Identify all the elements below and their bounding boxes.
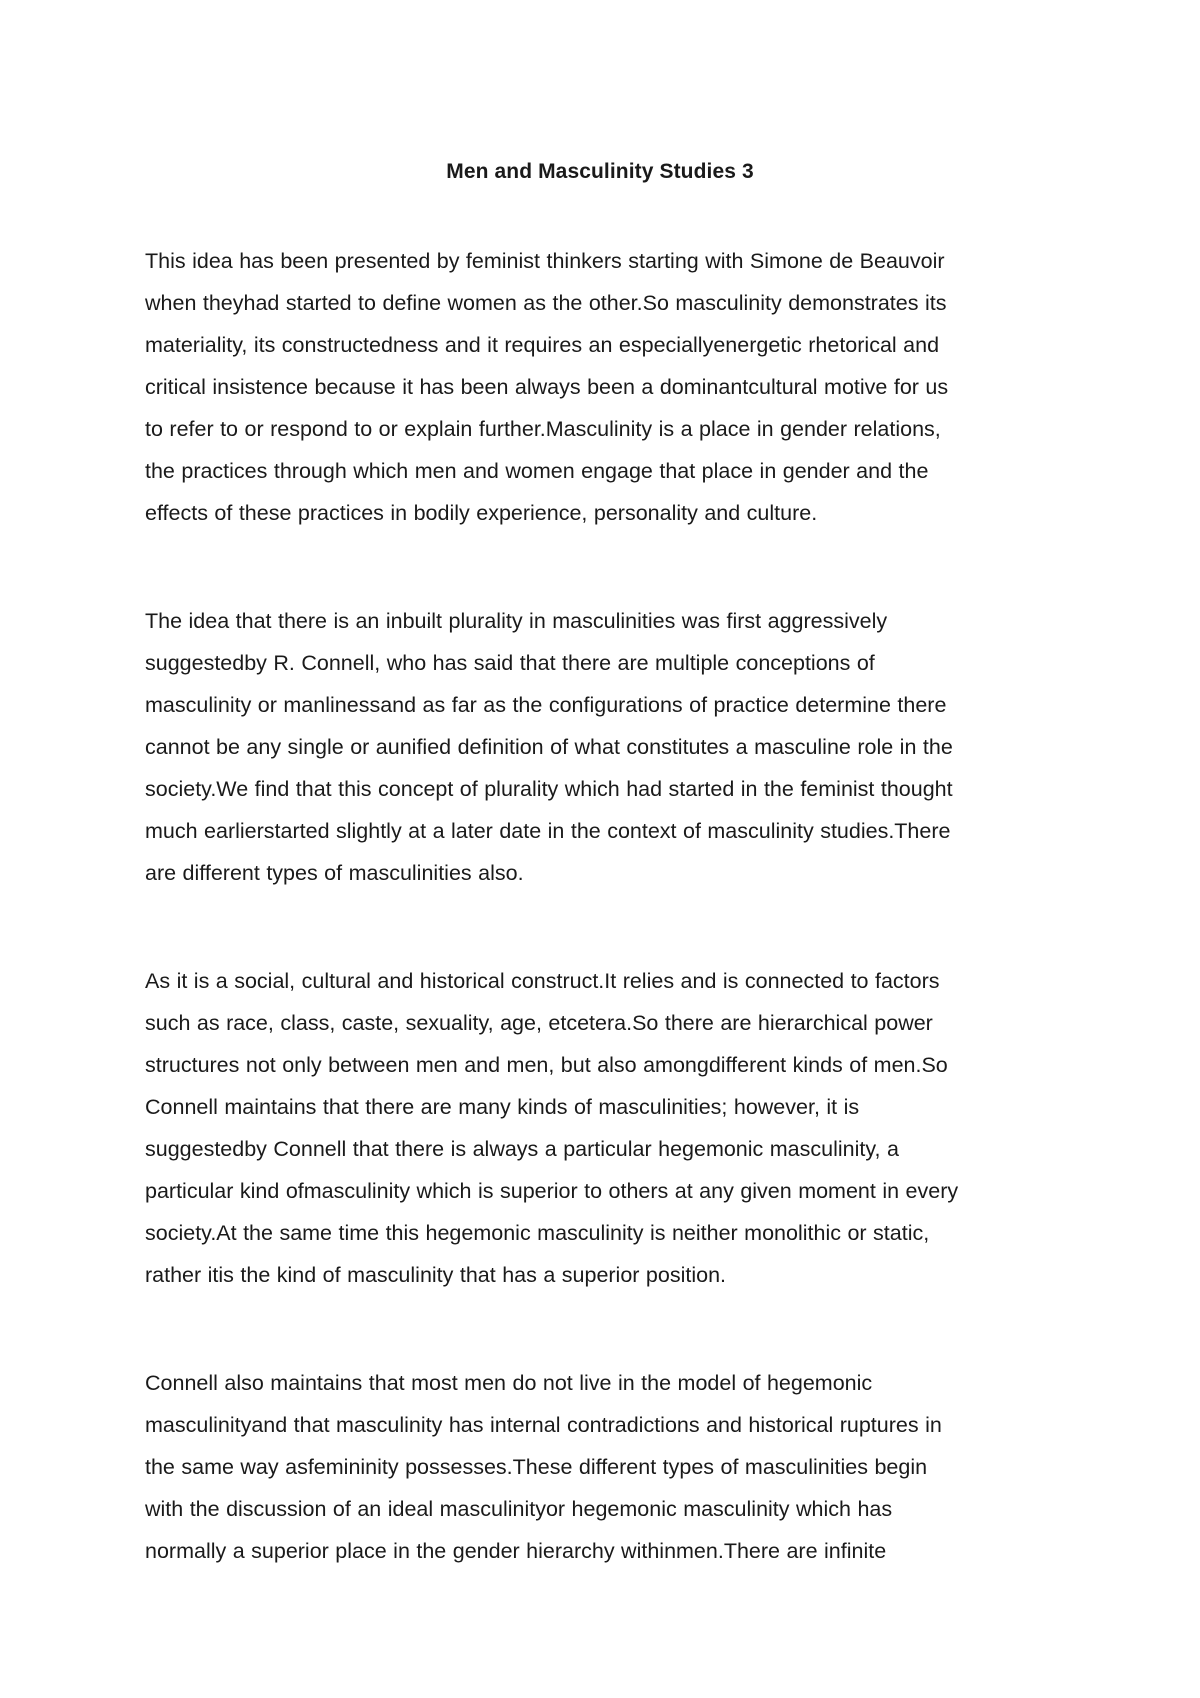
text-line: with the discussion of an ideal masculinityor hegemonic masculinity which has (145, 1497, 893, 1521)
text-line: suggestedby R. Connell, who has said that there are multiple conceptions of (145, 651, 875, 675)
paragraph-4 (145, 1362, 1065, 1572)
text-line: the same way asfemininity possesses.These different types of masculinities begin (145, 1455, 928, 1479)
paragraph-3 (145, 960, 1065, 1296)
text-line: suggestedby Connell that there is always a particular hegemonic masculinity, a (145, 1137, 899, 1161)
text-line: when theyhad started to define women as the other.So masculinity demonstrates its (145, 291, 947, 315)
paragraph-2 (145, 600, 1065, 894)
text-line: such as race, class, caste, sexuality, age, etcetera.So there are hierarchical power (145, 1011, 933, 1035)
text-line: masculinity or manlinessand as far as the configurations of practice determine there (145, 693, 947, 717)
text-line: critical insistence because it has been always been a dominantcultural motive for us (145, 375, 949, 399)
text-line: much earlierstarted slightly at a later date in the context of masculinity studies.There (145, 819, 951, 843)
text-line: normally a superior place in the gender hierarchy withinmen.There are infinite (145, 1539, 887, 1563)
text-line: effects of these practices in bodily experience, personality and culture. (145, 501, 818, 525)
text-line: As it is a social, cultural and historical construct.It relies and is connected to factors (145, 969, 940, 993)
text-line: rather itis the kind of masculinity that has a superior position. (145, 1263, 727, 1287)
text-line: society.We find that this concept of plurality which had started in the feminist thought (145, 777, 953, 801)
page-title: Men and Masculinity Studies 3 (446, 160, 754, 183)
text-line: Connell maintains that there are many kinds of masculinities; however, it is (145, 1095, 860, 1119)
text-line: to refer to or respond to or explain further.Masculinity is a place in gender relations, (145, 417, 941, 441)
text-line: The idea that there is an inbuilt plurality in masculinities was first aggressively (145, 609, 888, 633)
text-line: cannot be any single or aunified definition of what constitutes a masculine role in the (145, 735, 953, 759)
text-line: structures not only between men and men, but also amongdifferent kinds of men.So (145, 1053, 948, 1077)
paragraph-1 (145, 240, 1065, 534)
text-line: the practices through which men and women engage that place in gender and the (145, 459, 929, 483)
text-line: society.At the same time this hegemonic masculinity is neither monolithic or static, (145, 1221, 930, 1245)
text-line: This idea has been presented by feminist thinkers starting with Simone de Beauvoir (145, 249, 945, 273)
document-body (145, 240, 1065, 1638)
text-line: particular kind ofmasculinity which is superior to others at any given moment in every (145, 1179, 959, 1203)
text-line: materiality, its constructedness and it requires an especiallyenergetic rhetorical and (145, 333, 940, 357)
text-line: masculinityand that masculinity has internal contradictions and historical ruptures in (145, 1413, 942, 1437)
text-line: are different types of masculinities also. (145, 861, 524, 885)
text-line: Connell also maintains that most men do not live in the model of hegemonic (145, 1371, 873, 1395)
